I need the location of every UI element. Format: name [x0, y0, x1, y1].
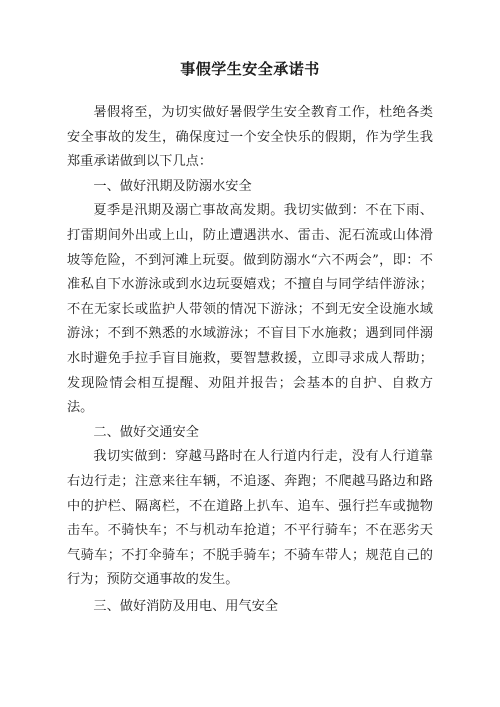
- section-body-flood-safety: 夏季是汛期及溺亡事故高发期。我切实做到：不在下雨、打雷期间外出或上山，防止遭遇洪水、雷击、泥石流或山体滑坡等危险，不到河滩上玩耍。做到防溺水“六不两会”，即：不准私自下水游泳或到水边玩耍嬉戏；不擅自与同学结伴游泳；不在无家长或监护人带领的情况下游泳；不到无安全设施水域游泳；不到不熟悉的水域游泳；不盲目下水施救；遇到同伴溺水时避免手拉手盲目施救，要智慧救援，立即寻求成人帮助；发现险情会相互提醒、劝阻并报告；会基本的自护、自救方法。: [67, 203, 433, 416]
- section-heading-traffic-safety: 二、做好交通安全: [93, 424, 199, 440]
- section-body-traffic-safety: 我切实做到：穿越马路时在人行道内行走，没有人行道靠右边行走；注意来往车辆，不追逐、奔跑；不爬越马路边和路中的护栏、隔离栏，不在道路上扒车、追车、强行拦车或抛物击车。不骑快车；不与机动车抢道；不平行骑车；不在恶劣天气骑车；不打伞骑车；不脱手骑车；不骑车带人；规范自己的行为；预防交通事故的发生。: [67, 449, 433, 588]
- document-title: 事假学生安全承诺书: [180, 60, 320, 78]
- section-heading-fire-safety: 三、做好消防及用电、用气安全: [93, 598, 279, 614]
- document-page: [67, 58, 433, 619]
- intro-paragraph: 暑假将至，为切实做好暑假学生安全教育工作，杜绝各类安全事故的发生，确保度过一个安全快乐的假期，作为学生我郑重承诺做到以下几点：: [67, 105, 433, 170]
- section-heading-flood-safety: 一、做好汛期及防溺水安全: [93, 178, 252, 194]
